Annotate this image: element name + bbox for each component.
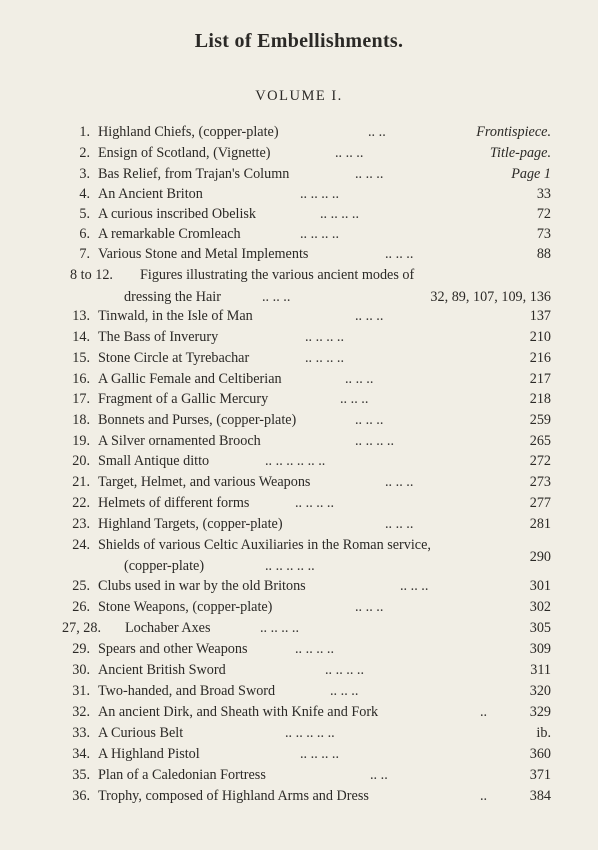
page-number: 265 (529, 433, 551, 449)
page-number: 216 (529, 350, 551, 366)
leader-dots: .. .. .. (355, 599, 384, 615)
page-number: 305 (529, 620, 551, 636)
list-item (0, 451, 598, 471)
item-title: Two-handed, and Broad Sword (98, 683, 276, 699)
list-item (0, 702, 598, 722)
list-item (0, 514, 598, 534)
list-item (0, 597, 598, 617)
list-item (0, 493, 598, 513)
item-title: A Curious Belt (98, 725, 184, 741)
item-title: Shields of various Celtic Auxiliaries in the Roman service, (98, 537, 431, 553)
item-number: 23. (72, 516, 90, 532)
item-number: 19. (72, 433, 90, 449)
item-number: 35. (72, 767, 90, 783)
item-number: 26. (72, 599, 90, 615)
page-number: 32, 89, 107, 109, 136 (430, 289, 551, 305)
item-title: Figures illustrating the various ancient modes of (140, 267, 415, 283)
item-title: A Silver ornamented Brooch (98, 433, 261, 449)
leader-dots: .. .. .. .. (300, 746, 340, 762)
leader-dots: .. .. .. (355, 308, 384, 324)
item-number: 27, 28. (62, 620, 102, 636)
page-number: 302 (529, 599, 551, 615)
page-number: 259 (529, 412, 551, 428)
list-item (0, 618, 598, 638)
page-number: 277 (529, 495, 551, 511)
list-item (0, 681, 598, 701)
item-number: 30. (72, 662, 90, 678)
item-title: The Bass of Inverury (98, 329, 219, 345)
page-number: Title-page. (489, 145, 551, 161)
item-number: 8 to 12. (70, 267, 113, 283)
item-title: Ensign of Scotland, (Vignette) (98, 145, 271, 161)
page-title: List of Embellishments. (194, 30, 404, 52)
page-number: ib. (536, 725, 551, 741)
item-number: 7. (79, 246, 90, 262)
list-item (0, 639, 598, 659)
item-title: A Gallic Female and Celtiberian (98, 371, 282, 387)
leader-dots: .. .. .. .. (300, 186, 340, 202)
item-number: 33. (72, 725, 90, 741)
item-title: Tinwald, in the Isle of Man (98, 308, 253, 324)
item-number: 15. (72, 350, 90, 366)
page-number: 217 (529, 371, 551, 387)
leader-dots: .. .. .. .. .. (285, 725, 335, 741)
page-number: 73 (536, 226, 551, 242)
page-number: Page 1 (511, 166, 551, 182)
leader-dots: .. (480, 788, 488, 804)
item-title: Highland Chiefs, (copper-plate) (98, 124, 279, 140)
leader-dots: .. .. .. .. (305, 329, 345, 345)
item-title: Highland Targets, (copper-plate) (98, 516, 283, 532)
item-title: Bonnets and Purses, (copper-plate) (98, 412, 297, 428)
list-item (0, 204, 598, 224)
leader-dots: .. .. (370, 767, 388, 783)
leader-dots: .. .. .. (345, 371, 374, 387)
item-number: 13. (72, 308, 90, 324)
item-number: 5. (79, 206, 90, 222)
page-number: 210 (529, 329, 551, 345)
page-number: 272 (529, 453, 551, 469)
page-number: 329 (529, 704, 551, 720)
leader-dots: .. .. .. .. (305, 350, 345, 366)
leader-dots: .. .. .. .. (355, 433, 395, 449)
item-title: Target, Helmet, and various Weapons (98, 474, 311, 490)
item-title: Trophy, composed of Highland Arms and Dress (98, 788, 369, 804)
leader-dots: .. .. .. (340, 391, 369, 407)
leader-dots: .. .. .. (355, 166, 384, 182)
item-number: 20. (72, 453, 90, 469)
list-item (0, 244, 598, 264)
item-title: Various Stone and Metal Implements (98, 246, 309, 262)
leader-dots: .. .. .. (385, 246, 414, 262)
item-title: An Ancient Briton (98, 186, 203, 202)
item-number: 17. (72, 391, 90, 407)
leader-dots: .. .. .. .. (325, 662, 365, 678)
item-number: 14. (72, 329, 90, 345)
list-item (0, 306, 598, 326)
leader-dots: .. .. .. (385, 516, 414, 532)
list-item (0, 143, 598, 163)
list-item (0, 389, 598, 409)
item-title: Plan of a Caledonian Fortress (98, 767, 266, 783)
leader-dots: .. .. .. .. (260, 620, 300, 636)
page-number: 320 (529, 683, 551, 699)
list-item (0, 265, 598, 285)
item-title: Ancient British Sword (98, 662, 226, 678)
item-title: Lochaber Axes (125, 620, 211, 636)
item-title: A remarkable Cromleach (98, 226, 241, 242)
page-number: 88 (536, 246, 551, 262)
item-title: Clubs used in war by the old Britons (98, 578, 306, 594)
page-number: 301 (529, 578, 551, 594)
item-number: 34. (72, 746, 90, 762)
leader-dots: .. .. (368, 124, 386, 140)
item-title: Stone Weapons, (copper-plate) (98, 599, 273, 615)
item-title: Helmets of different forms (98, 495, 250, 511)
item-number: 6. (79, 226, 90, 242)
list-item (0, 723, 598, 743)
item-title: A curious inscribed Obelisk (98, 206, 257, 222)
item-number: 24. (72, 537, 90, 553)
item-number: 4. (79, 186, 90, 202)
list-item (0, 472, 598, 492)
list-item (0, 184, 598, 204)
list-item (0, 576, 598, 596)
list-item (0, 164, 598, 184)
item-number: 31. (72, 683, 90, 699)
list-item (0, 660, 598, 680)
page-number: 273 (529, 474, 551, 490)
list-item (0, 535, 598, 565)
list-item (0, 410, 598, 430)
page-number: 360 (529, 746, 551, 762)
item-number: 36. (72, 788, 90, 804)
list-item-continuation (0, 556, 598, 576)
item-number: 16. (72, 371, 90, 387)
page-number: 384 (529, 788, 551, 804)
leader-dots: .. .. .. (355, 412, 384, 428)
item-title: A Highland Pistol (98, 746, 200, 762)
page-number: 281 (529, 516, 551, 532)
item-number: 3. (79, 166, 90, 182)
item-number: 21. (72, 474, 90, 490)
item-title: Small Antique ditto (98, 453, 210, 469)
list-item (0, 369, 598, 389)
leader-dots: .. .. .. (330, 683, 359, 699)
item-title: Spears and other Weapons (98, 641, 248, 657)
item-title: Stone Circle at Tyrebachar (98, 350, 250, 366)
list-item (0, 786, 598, 806)
list-item (0, 744, 598, 764)
leader-dots: .. .. .. .. (295, 641, 335, 657)
leader-dots: .. .. .. .. (300, 226, 340, 242)
item-title: Fragment of a Gallic Mercury (98, 391, 269, 407)
item-number: 29. (72, 641, 90, 657)
page-number: 309 (529, 641, 551, 657)
leader-dots: .. .. .. (400, 578, 429, 594)
page-number: 137 (529, 308, 551, 324)
leader-dots: .. .. .. .. (295, 495, 335, 511)
page-number: 218 (529, 391, 551, 407)
item-number: 32. (72, 704, 90, 720)
item-title: Bas Relief, from Trajan's Column (98, 166, 290, 182)
list-item (0, 122, 598, 142)
item-number: 25. (72, 578, 90, 594)
leader-dots: .. .. .. .. (320, 206, 360, 222)
page-number: 371 (529, 767, 551, 783)
page-number: Frontispiece. (476, 124, 551, 140)
item-number: 1. (79, 124, 90, 140)
list-item (0, 327, 598, 347)
leader-dots: .. (480, 704, 488, 720)
leader-dots: .. .. .. (385, 474, 414, 490)
list-item (0, 765, 598, 785)
leader-dots: .. .. .. (335, 145, 364, 161)
list-item (0, 224, 598, 244)
list-item (0, 431, 598, 451)
list-item (0, 348, 598, 368)
leader-dots: .. .. .. .. .. (265, 558, 315, 574)
item-number: 18. (72, 412, 90, 428)
page-number: 33 (536, 186, 551, 202)
leader-dots: .. .. .. (262, 289, 291, 305)
item-title-continuation: dressing the Hair (124, 289, 221, 305)
leader-dots: .. .. .. .. .. .. (265, 453, 326, 469)
page-number: 311 (530, 662, 551, 678)
volume-heading: VOLUME I. (255, 88, 343, 104)
item-title: An ancient Dirk, and Sheath with Knife and Fork (98, 704, 379, 720)
page-number: 72 (536, 206, 551, 222)
item-number: 22. (72, 495, 90, 511)
list-item-continuation (0, 287, 598, 307)
item-number: 2. (79, 145, 90, 161)
item-title-continuation: (copper-plate) (124, 558, 205, 574)
page-number: 290 (529, 549, 551, 565)
